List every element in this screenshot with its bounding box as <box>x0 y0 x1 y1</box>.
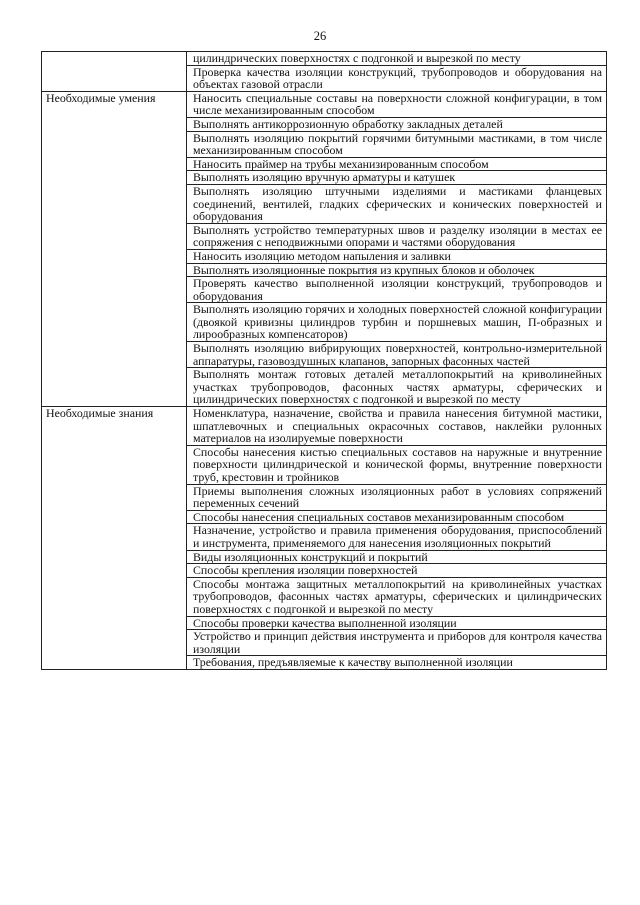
list-item: Выполнять антикоррозионную обработку закладных деталей <box>187 118 606 132</box>
list-item: Требования, предъявляемые к качеству выполненной изоляции <box>193 655 513 670</box>
table-row <box>42 52 607 92</box>
list-item: Способы крепления изоляции поверхностей <box>187 564 606 578</box>
table-row <box>42 407 607 670</box>
section-items <box>187 407 607 670</box>
list-item: Способы проверки качества выполненной изоляции <box>187 617 606 631</box>
list-item: Наносить изоляцию методом напыления и заливки <box>187 250 606 264</box>
list-item: Наносить специальные составы на поверхности сложной конфигурации, в том числе механизированным способом <box>187 92 606 118</box>
list-item: цилиндрических поверхностях с подгонкой и вырезкой по месту <box>187 52 606 66</box>
section-label: Необходимые знания <box>42 407 187 670</box>
list-item: Приемы выполнения сложных изоляционных работ в условиях сопряжений переменных сечений <box>187 485 606 511</box>
list-item: Наносить праймер на трубы механизированным способом <box>187 158 606 172</box>
list-item: Выполнять изоляционные покрытия из крупных блоков и оболочек <box>187 264 606 278</box>
section-label <box>42 52 187 92</box>
list-item: Выполнять изоляцию покрытий горячими битумными мастиками, в том числе механизированным способом <box>187 132 606 158</box>
list-item: Выполнять изоляцию штучными изделиями и мастиками фланцевых соединений, вентилей, гладких сферических и конических поверхностей и оборудования <box>187 185 606 224</box>
list-item: Способы монтажа защитных металлопокрытий на криволинейных участках трубопроводов, фасонных частях арматуры, сферических и цилиндрических поверхностях с подгонкой и вырезкой по месту <box>187 578 606 617</box>
list-item: Выполнять изоляцию вручную арматуры и катушек <box>187 171 606 185</box>
list-item: Виды изоляционных конструкций и покрытий <box>187 551 606 565</box>
list-item: Выполнять изоляцию горячих и холодных поверхностей сложной конфигурации (двоякой кривизны цилиндров турбин и поршневых машин, П-образных и лирообразных компенсаторов) <box>187 303 606 342</box>
list-item: Назначение, устройство и правила применения оборудования, приспособлений и инструмента, применяемого для нанесения изоляционных покрытий <box>187 524 606 550</box>
section-items <box>187 52 607 92</box>
list-item: Выполнять монтаж готовых деталей металлопокрытий на криволинейных участках трубопроводов, фасонных частях арматуры, сферических и цилиндрических поверхностях с подгонкой и вырезкой по месту <box>193 367 602 407</box>
section-label: Необходимые умения <box>42 91 187 406</box>
list-item: Способы нанесения специальных составов механизированным способом <box>187 511 606 525</box>
list-item: Устройство и принцип действия инструмента и приборов для контроля качества изоляции <box>187 630 606 656</box>
list-item: Выполнять устройство температурных швов и разделку изоляции в местах ее сопряжения с неподвижными опорами и частями оборудования <box>187 224 606 250</box>
requirements-table <box>41 51 607 670</box>
list-item: Выполнять изоляцию вибрирующих поверхностей, контрольно-измерительной аппаратуры, газовоздушных клапанов, запорных фасонных частей <box>187 342 606 368</box>
list-item: Проверять качество выполненной изоляции конструкций, трубопроводов и оборудования <box>187 277 606 303</box>
table-row <box>42 91 607 406</box>
list-item: Способы нанесения кистью специальных составов на наружные и внутренние поверхности цилиндрической и конической формы, внутренние поверхности труб, крестовин и тройников <box>187 446 606 485</box>
list-item: Номенклатура, назначение, свойства и правила нанесения битумной мастики, шпатлевочных и специальных окрасочных составов, наклейки рулонных материалов на изолируемые поверхности <box>187 407 606 446</box>
section-items <box>187 91 607 406</box>
page-number: 26 <box>313 29 327 43</box>
list-item: Проверка качества изоляции конструкций, трубопроводов и оборудования на объектах газовой отрасли <box>193 64 602 92</box>
